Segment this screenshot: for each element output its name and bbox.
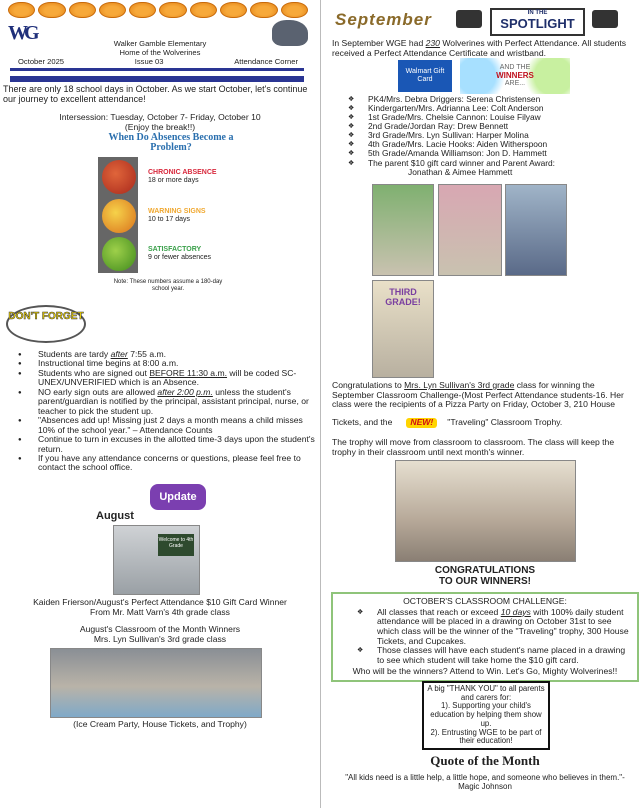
intersession-dates: Intersession: Tuesday, October 7- Friday, October 10 bbox=[59, 112, 261, 122]
spotlight-text: In September WGE had 230 Wolverines with Perfect Attendance. All students received a Perfect Attendance Certificate and wristband. bbox=[332, 38, 627, 58]
challenge-title: OCTOBER'S CLASSROOM CHALLENGE: bbox=[403, 596, 567, 606]
welcome-sign: Welcome to 4th Grade bbox=[158, 534, 194, 556]
class-party-photo bbox=[50, 648, 262, 718]
reminder-item: ● If you have any attendance concerns or questions, please feel free to contact the school office. bbox=[0, 454, 318, 473]
walmart-gift-card-image: Walmart Gift Card bbox=[398, 60, 452, 92]
section-title: Attendance Corner bbox=[234, 57, 298, 66]
challenge-rule: ❖ All classes that reach or exceed 10 days with 100% daily student attendance will be placed in a drawing on October 31st to see which class will be the winner of the "Traveling" trophy, 300 House Tickets, and Cupcakes. bbox=[339, 608, 631, 647]
winner-item: ❖ The parent $10 gift card winner and Parent Award: bbox=[330, 159, 630, 168]
winners-are-graphic: AND THE WINNERS ARE... bbox=[460, 58, 570, 94]
yellow-apple-icon bbox=[102, 199, 136, 233]
quote-author: Magic Johnson bbox=[458, 781, 512, 791]
challenge-rules bbox=[339, 608, 631, 666]
winner-item: ❖ 5th Grade/Amanda Williamson: Jon D. Hammett bbox=[330, 149, 630, 158]
red-apple-icon bbox=[102, 160, 136, 194]
august-heading: August bbox=[96, 510, 134, 522]
october-challenge-box bbox=[331, 592, 639, 682]
winner-photo bbox=[438, 184, 502, 276]
reminder-item: ● "Absences add up! Missing just 2 days a month means a child misses 10% of the school year." – Attendance Counts bbox=[0, 416, 318, 435]
winner-item: ❖ PK4/Mrs. Debra Driggers: Serena Christensen bbox=[330, 95, 630, 104]
quote bbox=[330, 774, 640, 792]
quote-heading: Quote of the Month bbox=[430, 753, 540, 768]
green-apple-icon bbox=[102, 237, 136, 271]
reminder-item: ● NO early sign outs are allowed after 2:00 p.m. unless the student's parent/guardian is notified by the principal, assistant principal, nurse, or teacher to pick the student up. bbox=[0, 388, 318, 416]
column-divider bbox=[320, 0, 321, 808]
issue-date: October 2025 bbox=[18, 57, 65, 66]
thank-you-box bbox=[422, 681, 550, 750]
winner-item: ❖ 4th Grade/Mrs. Lacie Hooks: Aiden Witherspoon bbox=[330, 140, 630, 149]
september-heading: September bbox=[335, 10, 432, 29]
spotlight-lamp-icon bbox=[456, 10, 482, 28]
wolverine-mascot-image bbox=[272, 20, 308, 46]
thanks-line: A big "THANK YOU" to all parents and carers for: bbox=[427, 684, 545, 702]
masthead bbox=[60, 40, 260, 57]
absence-levels-graphic bbox=[98, 133, 244, 298]
update-badge: Update bbox=[150, 484, 206, 510]
parent-winner: Jonathan & Aimee Hammett bbox=[408, 166, 513, 177]
header-rule bbox=[10, 68, 304, 71]
level-chronic: CHRONIC ABSENCE 18 or more days bbox=[148, 169, 217, 184]
august-winner bbox=[0, 598, 320, 645]
school-name: Walker Gamble Elementary bbox=[113, 39, 207, 48]
quote-text: "All kids need is a little help, a little hope, and someone who believes in them."- bbox=[345, 773, 625, 782]
pumpkin-border bbox=[8, 2, 308, 18]
winning-class-photo bbox=[395, 460, 576, 562]
intro-text: There are only 18 school days in October. As we start October, let's continue our journey to excellent attendance! bbox=[3, 84, 308, 105]
winner-item: ❖ Kindergarten/Mrs. Adrianna Lee: Colt Anderson bbox=[330, 104, 630, 113]
intersession bbox=[0, 113, 320, 132]
class-winner-name: Mrs. Lyn Sullivan's 3rd grade class bbox=[93, 633, 227, 644]
thanks-line: 1). Supporting your child's education by helping them show up. bbox=[430, 701, 542, 728]
winner-photo bbox=[505, 184, 567, 276]
winner-class: From Mr. Matt Varn's 4th grade class bbox=[90, 606, 230, 617]
kaiden-photo bbox=[113, 525, 200, 595]
intersession-note: (Enjoy the break!!) bbox=[124, 121, 196, 132]
level-warning: WARNING SIGNS 10 to 17 days bbox=[148, 208, 206, 223]
reminder-item: ● Instructional time begins at 8:00 a.m. bbox=[0, 359, 318, 368]
level-satisfactory: SATISFACTORY 9 or fewer absences bbox=[148, 246, 212, 261]
winner-item: ❖ 3rd Grade/Mrs. Lyn Sullivan: Harper Molina bbox=[330, 131, 630, 140]
dont-forget-badge: DON'T FORGET bbox=[6, 305, 86, 343]
trophy-line: Tickets, and the NEW! "Traveling" Classroom Trophy. bbox=[332, 417, 563, 427]
reminders-list bbox=[0, 350, 318, 473]
challenge-rule: ❖ Those classes will have each student's name placed in a drawing to see which student will take home the $10 gift card. bbox=[339, 646, 631, 665]
thanks-line: 2). Entrusting WGE to be part of their education! bbox=[430, 727, 542, 746]
school-tagline: Home of the Wolverines bbox=[119, 47, 201, 57]
school-logo: WG bbox=[8, 22, 36, 44]
header-rule bbox=[10, 76, 304, 82]
winner-item: ❖ 1st Grade/Mrs. Chelsie Cannon: Louise Filyaw bbox=[330, 113, 630, 122]
challenge-result-text: Congratulations to Mrs. Lyn Sullivan's 3rd grade class for winning the September Classroom Challenge-(Most Perfect Attendance students-16. Her class were the recipients of a Pizza Party on Friday, October 3, 210 House bbox=[332, 380, 624, 410]
class-winner-heading: August's Classroom of the Month Winners bbox=[79, 624, 241, 635]
winners-list bbox=[330, 95, 630, 177]
spotlight-lamp-icon bbox=[592, 10, 618, 28]
absence-note: Note: These numbers assume a 180-day school year. bbox=[113, 279, 223, 292]
reminder-item: ● Students are tardy after 7:55 a.m. bbox=[0, 350, 318, 359]
winner-name: Kaiden Frierson/August's Perfect Attendance $10 Gift Card Winner bbox=[33, 597, 287, 607]
class-photo-caption: (Ice Cream Party, House Tickets, and Trophy) bbox=[73, 719, 247, 729]
winner-photo bbox=[372, 184, 434, 276]
issue-number: Issue 03 bbox=[134, 57, 164, 66]
new-badge: NEW! bbox=[406, 418, 437, 428]
challenge-closing: Who will be the winners? Attend to Win. Let's Go, Mighty Wolverines!! bbox=[352, 666, 618, 677]
winner-item: ❖ 2nd Grade/Jordan Ray: Drew Bennett bbox=[330, 122, 630, 131]
masthead-row bbox=[18, 58, 298, 67]
third-grade-sign: THIRD GRADE! bbox=[385, 287, 421, 307]
third-grade-photo bbox=[372, 280, 434, 378]
congrats-heading: CONGRATULATIONS TO OUR WINNERS! bbox=[434, 565, 536, 587]
absence-graphic-title: When Do Absences Become a Problem? bbox=[108, 132, 234, 153]
reminder-item: ● Continue to turn in excuses in the allotted time-3 days upon the student's return. bbox=[0, 435, 318, 454]
spotlight-badge: IN THE SPOTLIGHT bbox=[490, 8, 585, 36]
reminder-item: ● Students who are signed out BEFORE 11:30 a.m. will be coded SC-UNEX/UNVERIFIED which is an Absence. bbox=[0, 369, 318, 388]
trophy-text: The trophy will move from classroom to classroom. The class will keep the trophy in their classroom until next month's winner. bbox=[332, 437, 615, 457]
